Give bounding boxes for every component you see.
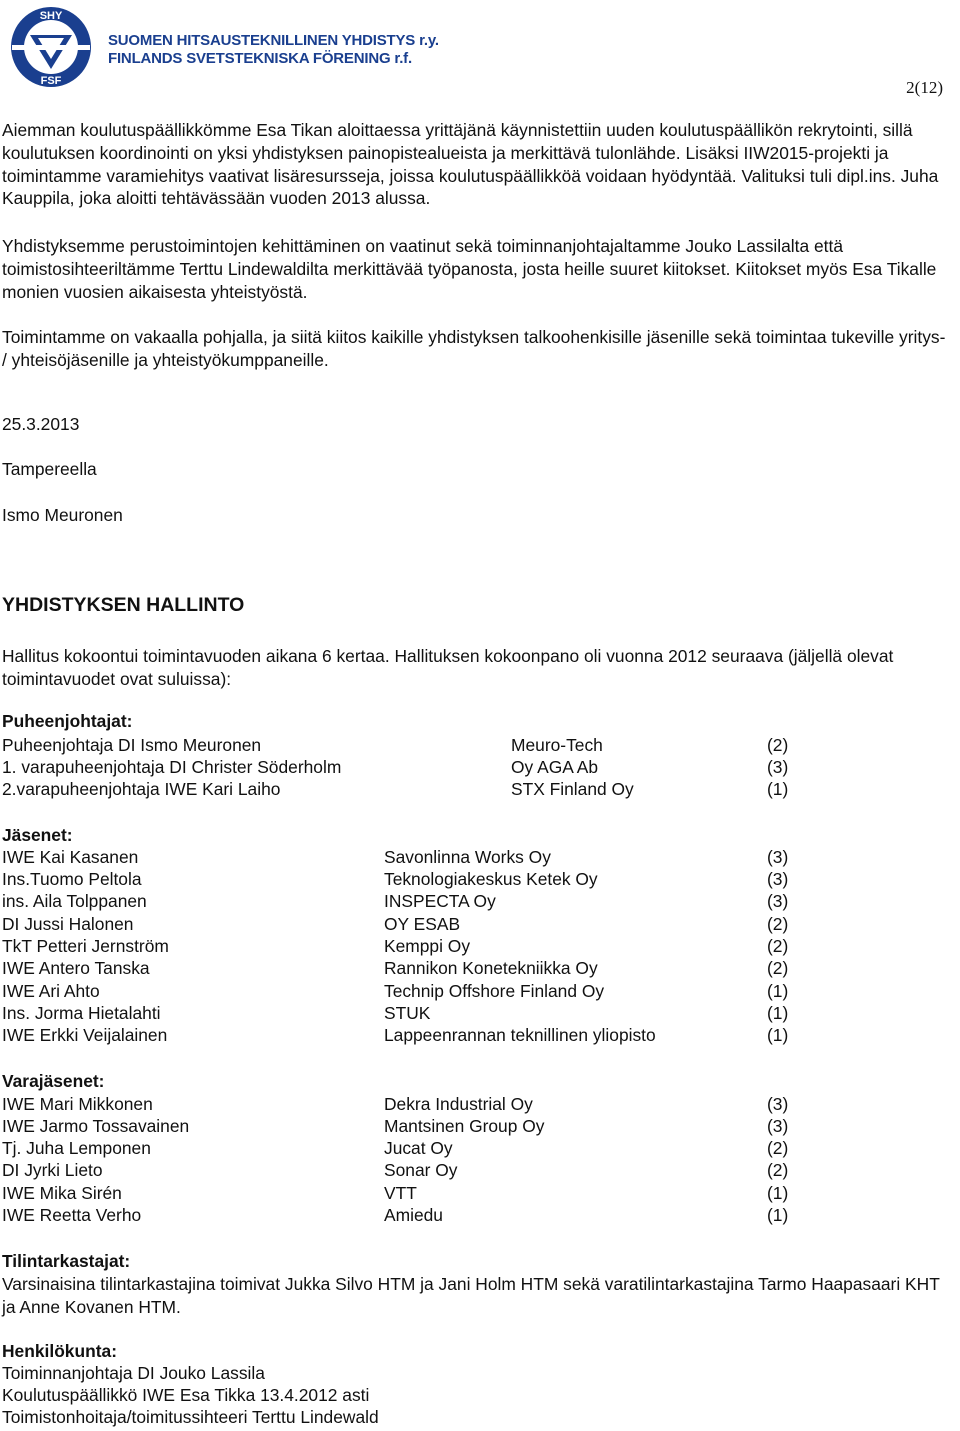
- signature-name: Ismo Meuronen: [2, 505, 123, 525]
- person-years: (3): [767, 1116, 789, 1136]
- person-name: TkT Petteri Jernström: [2, 936, 169, 956]
- person-years: (2): [767, 1160, 789, 1180]
- person-org: Rannikon Konetekniikka Oy: [384, 958, 598, 978]
- members-title: Jäsenet:: [2, 825, 73, 845]
- person-name: IWE Ari Ahto: [2, 981, 100, 1001]
- intro-paragraph-2: Yhdistyksemme perustoimintojen kehittäminen on vaatinut sekä toiminnanjohtajaltamme Jouko Lassilalta että toimistosihteeriltämme Terttu Lindewaldilta merkittävää työpanosta, josta heille suuret kiitokset. Kiitokset myös Esa Tikalle monien vuosien aikaisesta yhteistyöstä.: [2, 236, 937, 302]
- member-row: [0, 1025, 960, 1047]
- person-org: STUK: [384, 1003, 431, 1023]
- deputies-title: Varajäsenet:: [2, 1071, 105, 1091]
- person-name: IWE Antero Tanska: [2, 958, 150, 978]
- person-org: Meuro-Tech: [511, 735, 603, 755]
- person-years: (3): [767, 757, 789, 777]
- chair-row: [0, 735, 960, 757]
- deputy-row: [0, 1116, 960, 1138]
- person-org: Mantsinen Group Oy: [384, 1116, 545, 1136]
- person-years: (1): [767, 1003, 789, 1023]
- person-name: 2.varapuheenjohtaja IWE Kari Laiho: [2, 779, 281, 799]
- auditors-title: Tilintarkastajat:: [2, 1251, 131, 1271]
- org-name-sv: FINLANDS SVETSTEKNISKA FÖRENING r.f.: [108, 50, 412, 67]
- shy-logo: [8, 5, 94, 89]
- person-years: (2): [767, 1138, 789, 1158]
- person-name: DI Jussi Halonen: [2, 914, 134, 934]
- person-years: (2): [767, 914, 789, 934]
- logo-text-top: SHY: [39, 10, 63, 22]
- person-years: (1): [767, 779, 789, 799]
- section-heading: YHDISTYKSEN HALLINTO: [2, 594, 245, 616]
- logo-text-bottom: FSF: [40, 75, 62, 87]
- deputy-row: [0, 1160, 960, 1182]
- person-org: Jucat Oy: [384, 1138, 453, 1158]
- person-name: ins. Aila Tolppanen: [2, 891, 147, 911]
- chair-row: [0, 757, 960, 779]
- member-row: [0, 958, 960, 980]
- org-name-fi: SUOMEN HITSAUSTEKNILLINEN YHDISTYS r.y.: [108, 32, 439, 49]
- person-years: (3): [767, 847, 789, 867]
- person-years: (1): [767, 1025, 789, 1045]
- deputy-row: [0, 1094, 960, 1116]
- member-row: [0, 914, 960, 936]
- auditors-text: Varsinaisina tilintarkastajina toimivat Jukka Silvo HTM ja Jani Holm HTM sekä varatilintarkastajina Tarmo Haapasaari KHT ja Anne Kovanen HTM.: [2, 1274, 940, 1317]
- person-name: DI Jyrki Lieto: [2, 1160, 103, 1180]
- board-intro: Hallitus kokoontui toimintavuoden aikana 6 kertaa. Hallituksen kokoonpano oli vuonna 2012 seuraava (jäljellä olevat toimintavuodet ovat suluissa):: [2, 646, 894, 689]
- person-years: (2): [767, 958, 789, 978]
- person-years: (2): [767, 936, 789, 956]
- member-row: [0, 847, 960, 869]
- member-row: [0, 1003, 960, 1025]
- signature-date: 25.3.2013: [2, 414, 80, 434]
- member-row: [0, 891, 960, 913]
- deputy-row: [0, 1138, 960, 1160]
- page-number: 2(12): [906, 78, 943, 97]
- person-name: 1. varapuheenjohtaja DI Christer Söderholm: [2, 757, 342, 777]
- person-org: VTT: [384, 1183, 417, 1203]
- staff-title: Henkilökunta:: [2, 1341, 117, 1361]
- person-org: Technip Offshore Finland Oy: [384, 981, 605, 1001]
- person-years: (3): [767, 891, 789, 911]
- person-name: IWE Mika Sirén: [2, 1183, 122, 1203]
- person-org: OY ESAB: [384, 914, 461, 934]
- chairs-title: Puheenjohtajat:: [2, 711, 133, 731]
- chair-row: [0, 779, 960, 801]
- person-years: (3): [767, 869, 789, 889]
- person-name: Ins. Jorma Hietalahti: [2, 1003, 161, 1023]
- person-name: IWE Reetta Verho: [2, 1205, 142, 1225]
- member-row: [0, 981, 960, 1003]
- staff-item: Koulutuspäällikkö IWE Esa Tikka 13.4.2012 asti: [2, 1385, 370, 1405]
- deputy-row: [0, 1183, 960, 1205]
- person-org: Amiedu: [384, 1205, 443, 1225]
- person-years: (1): [767, 981, 789, 1001]
- person-name: IWE Jarmo Tossavainen: [2, 1116, 190, 1136]
- member-row: [0, 936, 960, 958]
- person-years: (2): [767, 735, 789, 755]
- person-name: Tj. Juha Lemponen: [2, 1138, 151, 1158]
- deputy-row: [0, 1205, 960, 1227]
- intro-paragraph-1: Aiemman koulutuspäällikkömme Esa Tikan aloittaessa yrittäjänä käynnistettiin uuden koulutuspäällikön rekrytointi, sillä koulutuksen koordinointi on yksi yhdistyksen painopistealueista ja merkittävä tulonlähde. Lisäksi IIW2015-projekti ja toimintamme varamiehitys vaativat lisäresursseja, joissa koulutuspäällikköä voidaan hyödyntää. Valituksi tuli dipl.ins. Juha Kauppila, joka aloitti tehtävässään vuoden 2013 alussa.: [2, 120, 939, 209]
- person-org: Oy AGA Ab: [511, 757, 599, 777]
- person-org: Sonar Oy: [384, 1160, 458, 1180]
- person-org: Dekra Industrial Oy: [384, 1094, 533, 1114]
- person-org: Savonlinna Works Oy: [384, 847, 551, 867]
- member-row: [0, 869, 960, 891]
- staff-item: Toiminnanjohtaja DI Jouko Lassila: [2, 1363, 265, 1383]
- person-name: IWE Mari Mikkonen: [2, 1094, 153, 1114]
- person-years: (1): [767, 1183, 789, 1203]
- person-years: (1): [767, 1205, 789, 1225]
- person-org: Kemppi Oy: [384, 936, 471, 956]
- person-org: Teknologiakeskus Ketek Oy: [384, 869, 598, 889]
- person-org: Lappeenrannan teknillinen yliopisto: [384, 1025, 656, 1045]
- person-years: (3): [767, 1094, 789, 1114]
- person-org: STX Finland Oy: [511, 779, 634, 799]
- person-name: Puheenjohtaja DI Ismo Meuronen: [2, 735, 262, 755]
- staff-item: Toimistonhoitaja/toimitussihteeri Terttu Lindewald: [2, 1407, 379, 1427]
- person-name: IWE Erkki Veijalainen: [2, 1025, 168, 1045]
- intro-paragraph-3: Toimintamme on vakaalla pohjalla, ja siitä kiitos kaikille yhdistyksen talkoohenkisille jäsenille sekä toimintaa tukeville yritys- / yhteisöjäsenille ja yhteistyökumppaneille.: [2, 327, 946, 370]
- person-name: Ins.Tuomo Peltola: [2, 869, 142, 889]
- signature-place: Tampereella: [2, 459, 97, 479]
- person-name: IWE Kai Kasanen: [2, 847, 139, 867]
- person-org: INSPECTA Oy: [384, 891, 496, 911]
